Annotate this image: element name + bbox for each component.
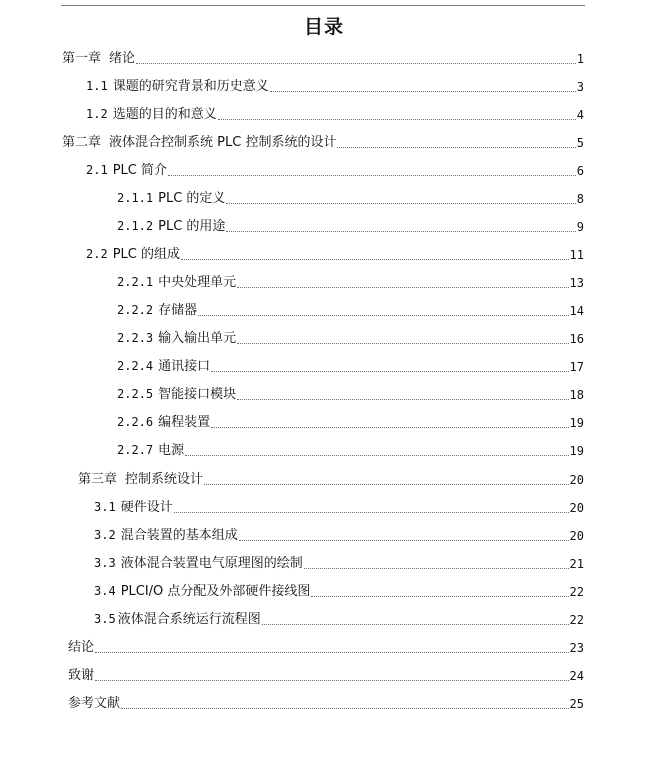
dot-leader	[270, 91, 576, 92]
toc-entry-subsection-2-2-3[interactable]	[117, 327, 584, 347]
toc-page-number: 3	[576, 80, 584, 94]
toc-entry-number: 2.2	[86, 247, 108, 261]
toc-page-number: 19	[569, 416, 584, 430]
toc-entry-text: 混合装置的基本组成	[120, 528, 238, 543]
toc-entry-subsection-2-2-4[interactable]	[117, 355, 584, 375]
toc-entry-subsection-2-1-1[interactable]	[117, 187, 584, 207]
toc-entry-number: 3.5	[94, 612, 116, 626]
toc-entry-number: 3.1	[94, 500, 116, 514]
dot-leader	[239, 540, 569, 541]
toc-page-number: 18	[569, 388, 584, 402]
toc-entry-number: 2.2.1	[117, 275, 154, 289]
toc-entry-text: 电源	[158, 443, 185, 458]
toc-page-number: 13	[569, 276, 584, 290]
dot-leader	[262, 624, 569, 625]
dot-leader	[136, 63, 576, 64]
toc-page-number: 20	[569, 529, 584, 543]
toc-entry-text: 绪论	[109, 51, 136, 66]
toc-entry-text: 课题的研究背景和历史意义	[112, 79, 269, 94]
toc-entry-text: PLCI/O 点分配及外部硬件接线图	[120, 584, 311, 599]
toc-entry-number: 2.2.3	[117, 331, 154, 345]
toc-page-number: 9	[576, 220, 584, 234]
toc-entry-acknowledgements[interactable]	[68, 664, 584, 684]
toc-page-number: 5	[576, 136, 584, 150]
dot-leader	[211, 371, 568, 372]
toc-page-number: 6	[576, 164, 584, 178]
dot-leader	[237, 399, 568, 400]
toc-page-number: 21	[569, 557, 584, 571]
toc-entry-label	[78, 472, 203, 488]
toc-entry-label	[117, 302, 197, 319]
toc-entry-section-3-4[interactable]	[94, 580, 584, 600]
toc-page-number: 20	[569, 473, 584, 487]
dot-leader	[211, 427, 568, 428]
toc-page-number: 16	[569, 332, 584, 346]
dot-leader	[337, 147, 575, 148]
toc-page-number: 20	[569, 501, 584, 515]
toc-page-number: 8	[576, 192, 584, 206]
toc-entry-label	[86, 162, 167, 179]
toc-entry-label	[62, 51, 135, 67]
toc-entry-text: 输入输出单元	[158, 331, 237, 346]
toc-entry-section-1-2[interactable]	[86, 103, 584, 123]
toc-entry-text: PLC 简介	[112, 163, 167, 178]
toc-entry-label	[117, 274, 236, 291]
toc-entry-text: PLC 的定义	[158, 191, 226, 206]
dot-leader	[218, 119, 576, 120]
toc-entry-section-2-1[interactable]	[86, 159, 584, 179]
toc-title: 目录	[303, 16, 344, 38]
toc-entry-number: 2.2.7	[117, 443, 154, 457]
dot-leader	[237, 287, 568, 288]
dot-leader	[198, 315, 568, 316]
toc-page-number: 22	[569, 585, 584, 599]
toc-entry-number: 2.1.2	[117, 219, 154, 233]
toc-entry-number: 第三章	[78, 472, 118, 487]
dot-leader	[168, 175, 576, 176]
toc-entry-number: 3.3	[94, 556, 116, 570]
toc-entry-label	[117, 190, 225, 207]
toc-entry-label	[117, 330, 236, 347]
toc-page-number: 23	[569, 641, 584, 655]
toc-entry-section-3-1[interactable]	[94, 496, 584, 516]
toc-entry-number: 1.1	[86, 79, 108, 93]
toc-entry-text: 液体混合系统运行流程图	[117, 612, 261, 627]
toc-page-number: 14	[569, 304, 584, 318]
toc-entry-subsection-2-2-5[interactable]	[117, 383, 584, 403]
toc-entry-text: 参考文献	[68, 696, 121, 711]
toc-entry-label	[94, 583, 310, 600]
toc-entry-text: PLC 的组成	[112, 247, 180, 262]
toc-entry-label	[117, 414, 210, 431]
toc-page-number: 4	[576, 108, 584, 122]
toc-entry-subsection-2-2-6[interactable]	[117, 411, 584, 431]
toc-entry-text: 智能接口模块	[158, 387, 237, 402]
toc-page-number: 24	[569, 669, 584, 683]
toc-entry-section-3-2[interactable]	[94, 524, 584, 544]
toc-entry-conclusion[interactable]	[68, 636, 584, 656]
toc-entry-number: 第二章	[62, 135, 102, 150]
toc-entry-text: 致谢	[68, 668, 95, 683]
toc-entry-text: 液体混合装置电气原理图的绘制	[120, 556, 303, 571]
toc-entry-text: 存储器	[158, 303, 198, 318]
toc-entry-subsection-2-2-7[interactable]	[117, 439, 584, 459]
toc-entry-label	[86, 78, 269, 95]
toc-entry-label	[68, 696, 120, 712]
dot-leader	[226, 203, 575, 204]
toc-entry-label	[117, 386, 236, 403]
toc-entry-number: 2.2.2	[117, 303, 154, 317]
toc-entry-number: 第一章	[62, 51, 102, 66]
toc-entry-section-3-3[interactable]	[94, 552, 584, 572]
toc-entry-number: 2.1	[86, 163, 108, 177]
dot-leader	[311, 596, 568, 597]
toc-page-number: 22	[569, 613, 584, 627]
toc-entry-label	[94, 611, 261, 628]
toc-entry-number: 2.2.6	[117, 415, 154, 429]
toc-entry-section-1-1[interactable]	[86, 75, 584, 95]
toc-page-number: 19	[569, 444, 584, 458]
toc-entry-label	[94, 527, 238, 544]
dot-leader	[174, 512, 569, 513]
toc-entry-number: 3.4	[94, 584, 116, 598]
toc-entry-label	[117, 442, 184, 459]
dot-leader	[237, 343, 568, 344]
toc-entry-text: 中央处理单元	[158, 275, 237, 290]
toc-entry-label	[117, 358, 210, 375]
toc-entry-text: 硬件设计	[120, 500, 173, 515]
toc-entry-chapter-1[interactable]	[62, 47, 584, 67]
toc-entry-label	[62, 135, 336, 151]
toc-entry-section-2-2[interactable]	[86, 243, 584, 263]
toc-entry-label	[68, 640, 94, 656]
toc-entry-number: 3.2	[94, 528, 116, 542]
toc-entry-label	[86, 246, 180, 263]
toc-entry-subsection-2-1-2[interactable]	[117, 215, 584, 235]
dot-leader	[95, 680, 569, 681]
toc-entry-number: 2.1.1	[117, 191, 154, 205]
toc-entry-label	[68, 668, 94, 684]
toc-entry-chapter-2[interactable]	[62, 131, 584, 151]
dot-leader	[95, 652, 569, 653]
toc-entry-number: 1.2	[86, 107, 108, 121]
toc-entry-text: 液体混合控制系统 PLC 控制系统的设计	[109, 135, 337, 150]
toc-entry-subsection-2-2-2[interactable]	[117, 299, 584, 319]
toc-entry-text: 编程装置	[158, 415, 211, 430]
toc-entry-number: 2.2.5	[117, 387, 154, 401]
toc-entry-text: 控制系统设计	[125, 472, 204, 487]
dot-leader	[204, 484, 569, 485]
toc-entry-number: 2.2.4	[117, 359, 154, 373]
toc-entry-subsection-2-2-1[interactable]	[117, 271, 584, 291]
dot-leader	[304, 568, 569, 569]
toc-page-number: 25	[569, 697, 584, 711]
toc-entry-text: 通讯接口	[158, 359, 211, 374]
toc-entry-label	[94, 499, 173, 516]
toc-page-number: 1	[576, 52, 584, 66]
toc-entry-chapter-3[interactable]	[78, 468, 584, 488]
toc-page-number: 11	[569, 248, 584, 262]
toc-entry-text: PLC 的用途	[158, 219, 226, 234]
dot-leader	[226, 231, 575, 232]
toc-entry-references[interactable]	[68, 692, 584, 712]
toc-entry-label	[117, 218, 225, 235]
toc-entry-label	[94, 555, 303, 572]
toc-entry-text: 结论	[68, 640, 95, 655]
toc-entry-text: 选题的目的和意义	[112, 107, 217, 122]
dot-leader	[185, 455, 568, 456]
toc-entry-label	[86, 106, 217, 123]
dot-leader	[181, 259, 569, 260]
toc-page-number: 17	[569, 360, 584, 374]
toc-entry-section-3-5[interactable]	[94, 608, 584, 628]
dot-leader	[121, 708, 569, 709]
